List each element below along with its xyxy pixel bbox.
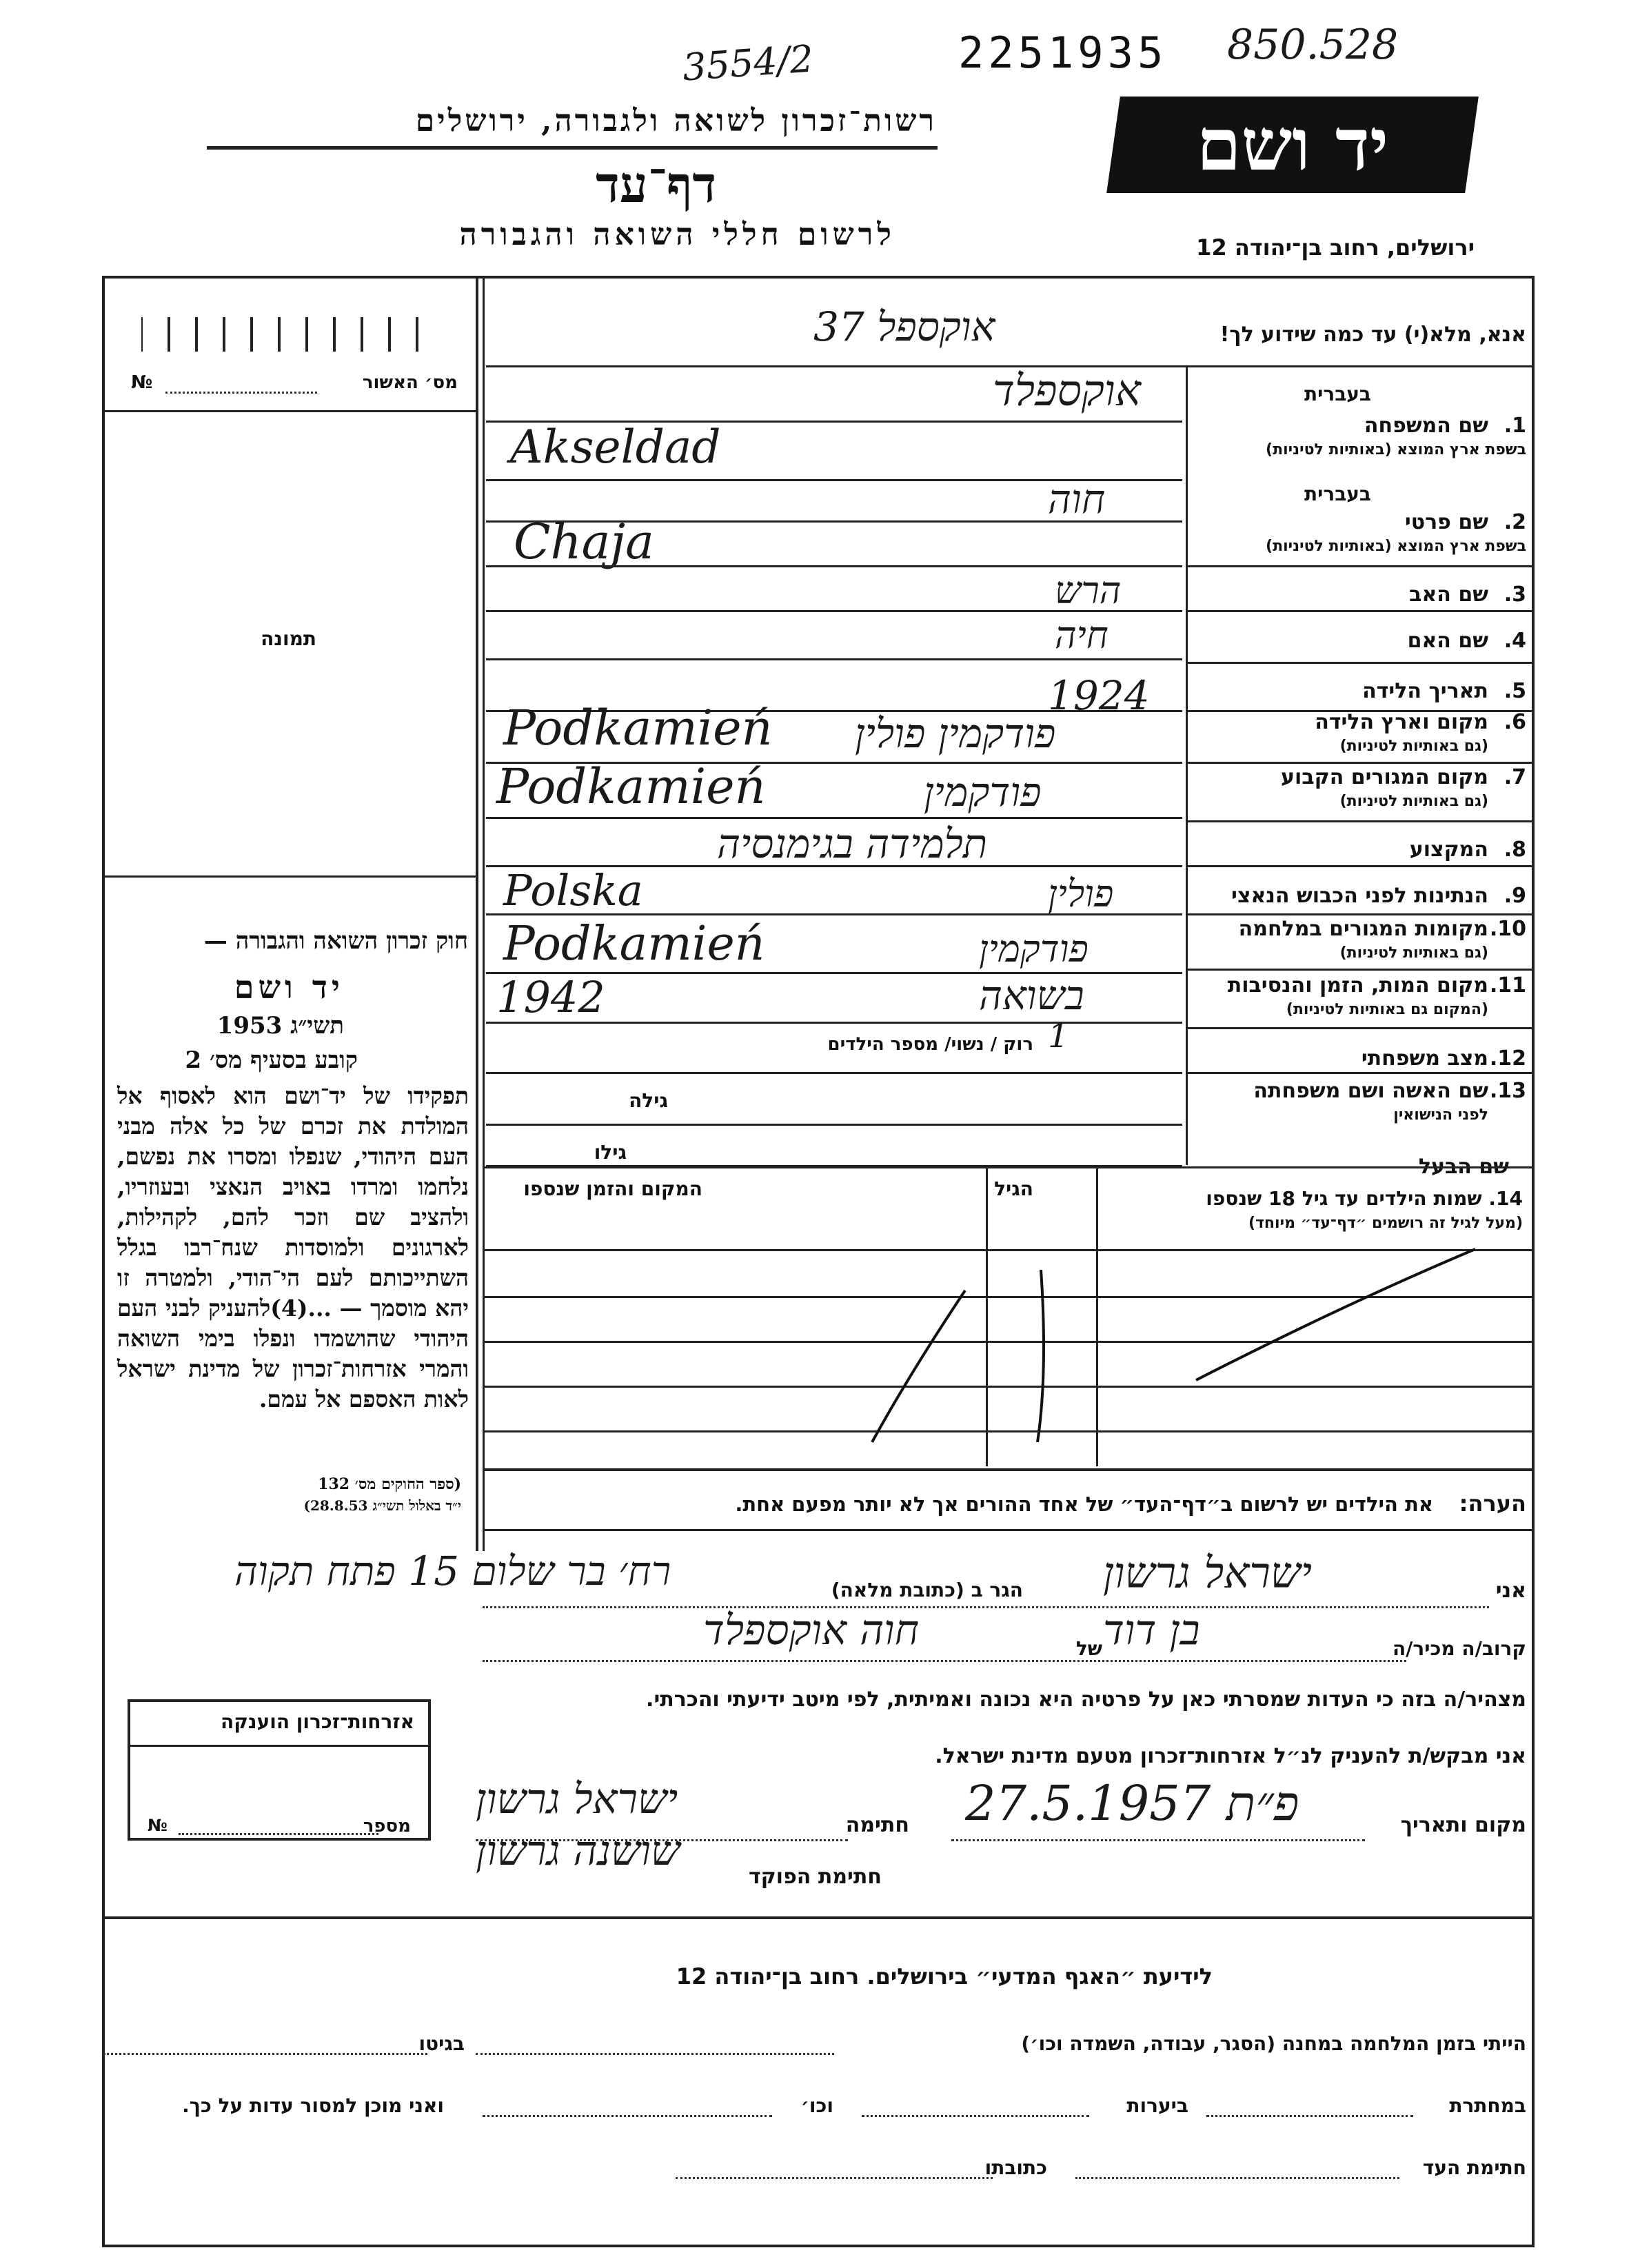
field-2-number: 2.: [1504, 510, 1526, 534]
field-7-number: 7.: [1504, 765, 1526, 789]
field-10-value-hebrew[interactable]: פודקמין: [979, 927, 1089, 971]
field-8-value[interactable]: תלמידה בגימנסיה: [717, 820, 988, 867]
field-7-label: מקום המגורים הקבוע: [1281, 765, 1488, 789]
label-rule-10: [1186, 969, 1534, 971]
field-3-label: שם האב: [1409, 583, 1488, 607]
label-rule-4: [1186, 662, 1534, 664]
header-rule: [207, 146, 938, 150]
relation-line: [483, 1660, 1406, 1662]
field-4-number: 4.: [1504, 629, 1526, 653]
label-rule-12: [1186, 1072, 1534, 1074]
field-7-line: [486, 817, 1182, 819]
officer-signature-label: חתימת הפוקד: [749, 1865, 882, 1889]
willing-label: ואני מוכן למסור עדות על כך.: [182, 2094, 444, 2117]
field-10-value-latin[interactable]: Podkamień: [503, 917, 765, 971]
forests-line: [862, 2115, 1089, 2117]
field-1-label: שם המשפחה: [1364, 414, 1488, 438]
field-1-number: 1.: [1504, 414, 1526, 438]
law-reference-1: (ספר החוקים מס׳ 132: [318, 1475, 461, 1493]
photo-area-top: [103, 410, 477, 412]
field-1-value-latin[interactable]: Akseldad: [510, 421, 721, 474]
field-11-value-hebrew[interactable]: בשואה: [979, 972, 1084, 1019]
camp-label: הייתי בזמן המלחמה במחנה (הסגר, עבודה, השמדה וכו׳): [1021, 2032, 1526, 2055]
field-2-value-hebrew[interactable]: חוה: [1048, 476, 1106, 523]
field-11-number: 11.: [1489, 973, 1526, 998]
relation-label: קרוב/ה מכיר/ה: [1392, 1637, 1526, 1660]
law-section: קובע בסעיף מס׳ 2: [185, 1046, 358, 1074]
field-2-value-latin[interactable]: Chaja: [514, 514, 654, 570]
label-rule-11: [1186, 1027, 1534, 1029]
witness-signature-line: [1075, 2177, 1399, 2179]
law-reference-2: י״ד באלול תשי״ג 28.8.53): [303, 1497, 461, 1514]
label-rule-9: [1186, 913, 1534, 915]
instruction-handwritten: אוקספל 37: [813, 303, 995, 350]
field-4-label: שם האם: [1407, 629, 1488, 653]
signature-label: חתימה: [845, 1813, 909, 1837]
approval-number-boxes: [141, 317, 438, 352]
fill-instruction: אנא, מלא(י) עד כמה שידוע לך!: [1219, 323, 1526, 347]
citizenship-no-label: מספר: [363, 1816, 411, 1836]
field-1-sublabel: בשפת ארץ המוצא (באותיות לטיניות): [1266, 441, 1526, 458]
field-12-label: מצב משפחתי: [1361, 1046, 1488, 1071]
field-4-value[interactable]: חיה: [1055, 614, 1108, 657]
in-hebrew-label: בעברית: [1304, 383, 1371, 405]
field-13-label: שם האשה ושם משפחתה: [1253, 1079, 1488, 1103]
ghetto-line: [103, 2053, 427, 2055]
field-7-sublabel: (גם באותיות לטיניות): [1339, 793, 1488, 810]
field-12-number: 12.: [1489, 1046, 1526, 1071]
field-3-value[interactable]: הרש: [1055, 569, 1122, 612]
field-10-sublabel: (גם באותיות לטיניות): [1339, 944, 1488, 962]
field-5-number: 5.: [1504, 679, 1526, 703]
marital-handwritten[interactable]: 1: [1048, 1017, 1069, 1055]
field-5-label: תאריך הלידה: [1362, 679, 1488, 703]
field-13-sublabel: לפני הנישואין: [1393, 1106, 1488, 1124]
citizenship-no-mark: №: [148, 1816, 168, 1835]
camp-line: [476, 2053, 834, 2055]
field-4-line: [486, 658, 1182, 660]
field-9-label: הנתינות לפני הכבוש הנאצי: [1231, 884, 1488, 908]
underground-label: במחתרת: [1449, 2094, 1526, 2117]
footer-divider: [103, 1916, 1535, 1919]
label-rule-3: [1186, 610, 1534, 612]
top-handwritten-number: 3554/2: [681, 37, 815, 90]
field-6-value-latin[interactable]: Podkamień: [503, 700, 773, 756]
header-address: ירושלים, רחוב בן־יהודה 12: [1196, 234, 1475, 261]
statement-2: אני מבקש/ת להעניק לנ״ל אזרחות־זכרון מטעם מדינת ישראל.: [935, 1744, 1526, 1768]
citizenship-box: [128, 1699, 431, 1841]
declarant-line: [483, 1606, 1489, 1608]
address-handwritten[interactable]: רח׳ בר שלום 15 פתח תקוה: [234, 1548, 671, 1594]
field-6-sublabel: (גם באותיות לטיניות): [1339, 738, 1488, 755]
wife-age-label: גילה: [629, 1089, 668, 1112]
age-column-header: הגיל: [994, 1177, 1033, 1200]
approval-no-line: [165, 392, 317, 394]
field-5-value[interactable]: 1924: [1048, 672, 1150, 719]
place-date-value[interactable]: פ״ת 27.5.1957: [965, 1775, 1299, 1832]
label-rule-7: [1186, 820, 1534, 822]
in-hebrew-label-2: בעברית: [1304, 483, 1371, 505]
field-8-number: 8.: [1504, 838, 1526, 862]
field-7-value-latin[interactable]: Podkamień: [496, 758, 766, 815]
top-handwritten-code: 850.528: [1227, 21, 1399, 69]
witness-address-line: [676, 2177, 993, 2179]
citizenship-box-title: אזרחות־זכרון הוענקה: [221, 1710, 414, 1733]
field-2-latin-line: [486, 565, 1182, 567]
citizenship-box-divider: [130, 1745, 428, 1747]
field-9-value-latin[interactable]: Polska: [503, 865, 643, 915]
husband-age-label: גילו: [594, 1141, 627, 1164]
etc-line: [483, 2115, 772, 2117]
photo-area-bottom: [103, 875, 477, 878]
field-11-line: [486, 1022, 1182, 1024]
field-10-number: 10.: [1489, 917, 1526, 941]
field-3-number: 3.: [1504, 583, 1526, 607]
field-3-line: [486, 610, 1182, 612]
field-9-line: [486, 913, 1182, 915]
field-6-number: 6.: [1504, 710, 1526, 734]
law-text: תפקידו של יד־ושם הוא לאסוף אל המולדת את זכרם של כל אלה מבני העם היהודי, שנפלו ומסרו את נפשם, נלחמו ומרדו באויב הנאצי ובעוזריו, ולהציב שם וזכר להם, לקהילות, לארגונים ולמוסדות שנח־רבו בגלל השתייכותם לעם הי־הודי, ולמטרה זו יהא מוסמך — ...(4)להעניק לבני העם היהודי שהושמדו ונפלו בימי השואה והמרי אזרחות־זכרון של מדינת ישראל לאות האספם אל עמם.: [117, 1082, 469, 1413]
label-column-divider: [1186, 365, 1188, 1165]
of-label: של: [1075, 1637, 1102, 1660]
field-11-label: מקום המות, הזמן והנסיבות: [1227, 973, 1488, 998]
field-6-label: מקום וארץ הלידה: [1315, 710, 1488, 734]
label-rule-8: [1186, 865, 1534, 867]
photo-label: תמונה: [261, 627, 316, 650]
children-sublabel: (מעל לגיל זה רושמים ״דף־עד״ מיוחד): [1248, 1215, 1523, 1232]
forests-label: ביערות: [1126, 2094, 1188, 2117]
field-9-value-hebrew[interactable]: פולין: [1048, 872, 1114, 915]
children-strikeout-marks: [483, 1166, 1534, 1466]
approval-no-label: מס׳ האשור: [362, 372, 458, 393]
field-10-label: מקומות המגורים במלחמה: [1238, 917, 1488, 941]
field-7-value-hebrew[interactable]: פודקמין: [924, 769, 1042, 816]
yad-vashem-logo: יד ושם: [1106, 97, 1479, 193]
witness-address-label: כתובתו: [984, 2156, 1047, 2179]
label-rule-2: [1186, 565, 1534, 567]
children-bottom-rule: [483, 1468, 1534, 1471]
field-1-value-hebrew[interactable]: אוקספלד: [993, 365, 1142, 416]
form-subtitle: לרשום חללי השואה והגבורה: [459, 217, 895, 252]
residing-label: הגר ב (כתובת מלאה): [831, 1579, 1023, 1601]
note-text: את הילדים יש לרשום ב״דף־העד״ של אחד ההורים אך לא יותר מפעם אחת.: [735, 1492, 1433, 1516]
signature-value[interactable]: ישראל גרשון: [476, 1775, 678, 1823]
place-date-line: [951, 1839, 1365, 1841]
place-date-label: מקום ותאריך: [1400, 1813, 1526, 1837]
authority-title: רשות־זכרון לשואה ולגבורה, ירושלים: [415, 103, 937, 139]
declarant-name[interactable]: ישראל גרשון: [1103, 1548, 1313, 1598]
law-name: יד ושם: [234, 969, 344, 1006]
ghetto-label: בגיטו: [418, 2032, 465, 2055]
field-12-line: [486, 1072, 1182, 1074]
law-title: חוק זכרון השואה והגבורה —: [203, 927, 468, 955]
statement-1: מצהיר/ה בזה כי העדות שמסרתי כאן על פרטיה היא נכונה ואמיתית, לפי מיטב ידיעתי והכרתי.: [646, 1688, 1526, 1712]
declarant-label: אני: [1495, 1579, 1526, 1603]
etc-label: וכו׳: [800, 2094, 833, 2117]
field-2-sublabel: בשפת ארץ המוצא (באותיות לטיניות): [1266, 538, 1526, 555]
approval-no-mark: №: [131, 372, 153, 393]
field-8-label: המקצוע: [1409, 838, 1488, 862]
field-11-value-year[interactable]: 1942: [496, 972, 605, 1022]
footer-notice: לידיעת ״האגף המדעי״ בירושלים. רחוב בן־יהודה 12: [676, 1963, 1213, 1989]
note-label: הערה:: [1459, 1490, 1526, 1517]
officer-signature-value[interactable]: שושנה גרשון: [476, 1827, 680, 1875]
field-13-number: 13.: [1489, 1079, 1526, 1103]
field-6-value-hebrew[interactable]: פודקמין פולין: [855, 710, 1056, 757]
law-year: תשי״ג 1953: [216, 1012, 344, 1040]
note-bottom-rule: [483, 1529, 1534, 1531]
serial-number-stamp: 2251935: [958, 28, 1168, 78]
relation-value[interactable]: בן דוד: [1103, 1606, 1200, 1654]
field-9-number: 9.: [1504, 884, 1526, 908]
underground-line: [1206, 2115, 1413, 2117]
place-time-column-header: המקום והזמן שנספו: [523, 1177, 702, 1200]
label-rule-6: [1186, 762, 1534, 764]
husband-name-label: שם הבעל: [1418, 1155, 1509, 1179]
field-2-label: שם פרטי: [1404, 510, 1488, 534]
field-11-sublabel: (המקום גם באותיות לטיניות): [1286, 1001, 1488, 1018]
children-label: 14. שמות הילדים עד גיל 18 שנספו: [1206, 1187, 1523, 1210]
field-13-line: [486, 1124, 1182, 1126]
left-column-divider: [476, 276, 478, 1551]
citizenship-no-line: [179, 1833, 378, 1835]
witness-signature-label: חתימת העד: [1422, 2156, 1526, 2179]
of-value[interactable]: חוה אוקספלד: [703, 1606, 920, 1654]
form-title: דף־עד: [596, 155, 716, 214]
marital-options: רוק / נשוי/ מספר הילדים: [827, 1034, 1033, 1055]
